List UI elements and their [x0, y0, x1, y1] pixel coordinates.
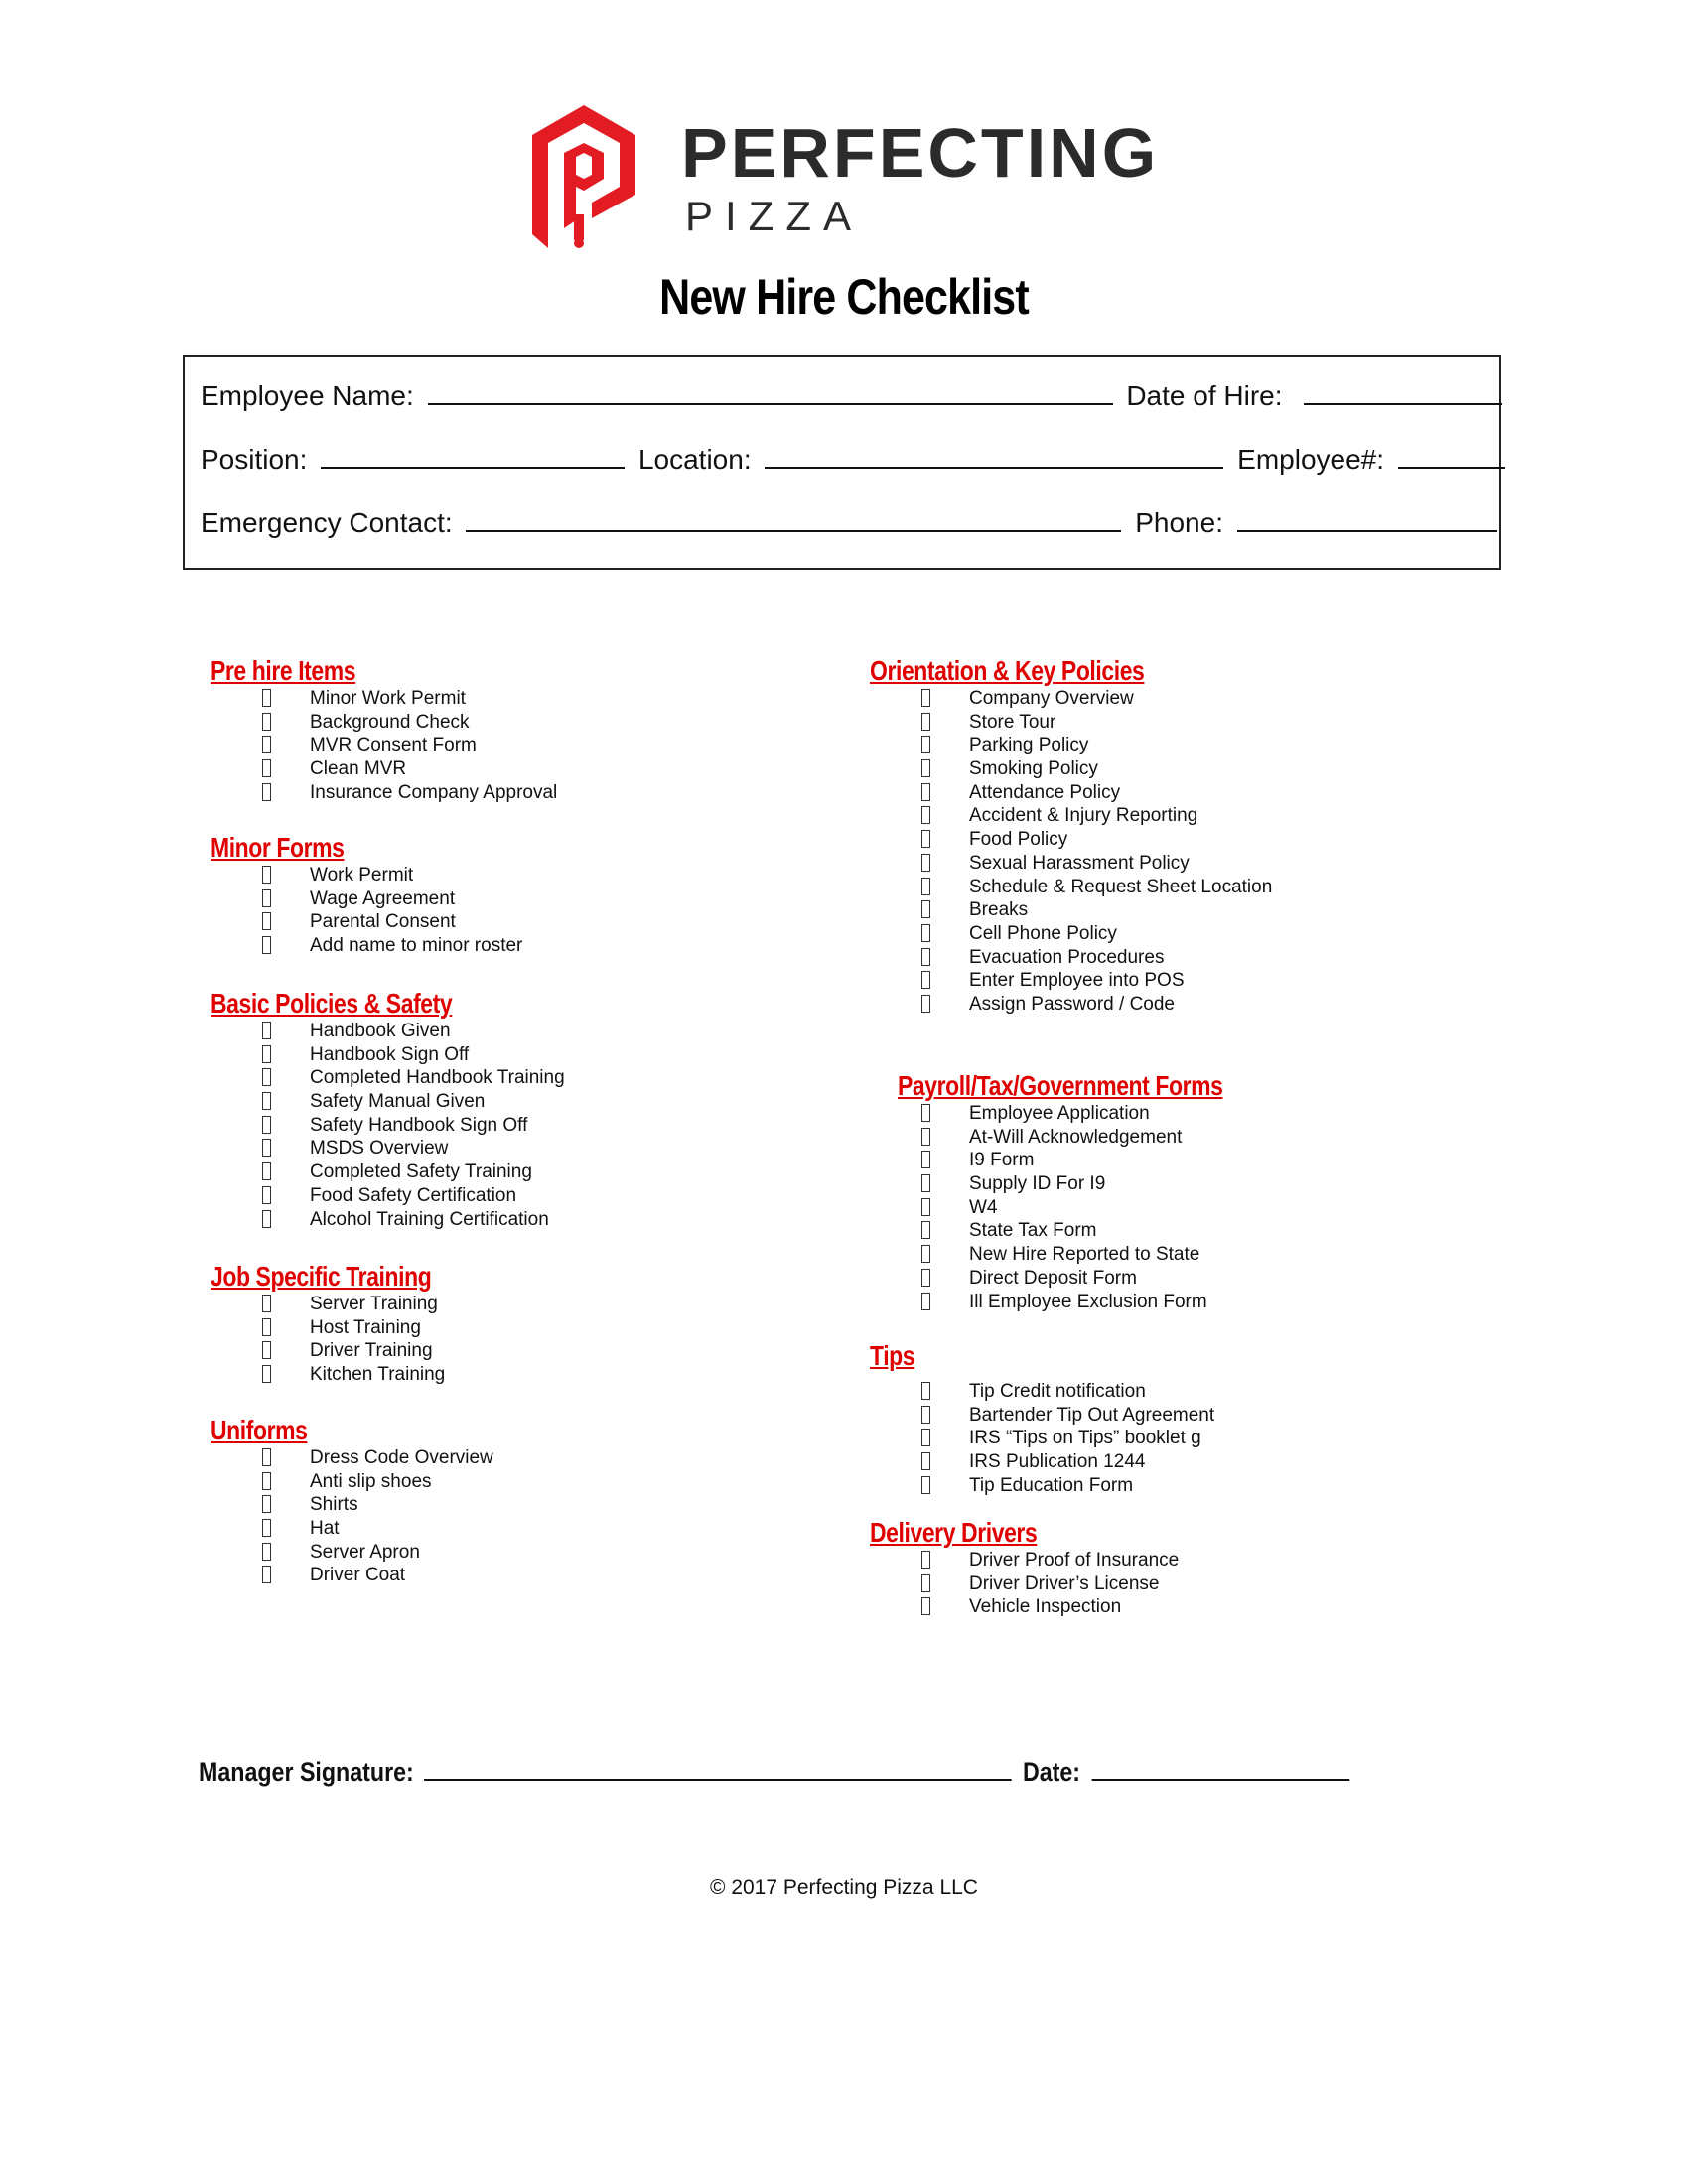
manager-signature-field[interactable]	[424, 1755, 1012, 1781]
checklist-item-label: Handbook Given	[310, 1021, 451, 1041]
checkbox[interactable]	[921, 1406, 930, 1424]
checkbox[interactable]	[262, 1186, 271, 1204]
checklist-item	[870, 711, 1272, 735]
section-job-training	[211, 1261, 480, 1387]
checkbox[interactable]	[921, 1597, 930, 1615]
checklist-item	[211, 687, 557, 711]
checklist-item-label: MSDS Overview	[310, 1138, 449, 1160]
checkbox[interactable]	[262, 1139, 271, 1157]
checklist-item	[211, 887, 522, 911]
employee-name-field[interactable]	[428, 379, 1113, 405]
checklist-item-label: Driver Coat	[310, 1565, 406, 1586]
pizza-peel-logo-icon	[528, 103, 639, 250]
checkbox[interactable]	[262, 736, 271, 753]
section-minor-forms	[211, 832, 522, 958]
checklist-item-label: Evacuation Procedures	[969, 946, 1165, 968]
section-title: Pre hire Items	[211, 655, 356, 686]
checklist-item-label: Direct Deposit Form	[969, 1267, 1137, 1289]
checklist-item-label: Server Training	[310, 1294, 438, 1314]
checkbox[interactable]	[921, 736, 930, 753]
checkbox[interactable]	[262, 713, 271, 731]
checkbox[interactable]	[921, 1293, 930, 1310]
checklist-item-label: Work Permit	[310, 865, 414, 886]
checkbox[interactable]	[262, 1448, 271, 1466]
checklist-item-label: W4	[969, 1196, 998, 1218]
checklist-item	[211, 1470, 493, 1494]
checklist-item-label: At-Will Acknowledgement	[969, 1126, 1183, 1148]
checklist-item	[870, 1450, 1214, 1474]
checkbox[interactable]	[262, 1022, 271, 1039]
checklist-item	[211, 1114, 565, 1138]
section-title: Job Specific Training	[211, 1261, 432, 1292]
checklist-item	[870, 1196, 1294, 1220]
checkbox[interactable]	[262, 1566, 271, 1583]
checklist-item-label: Company Overview	[969, 688, 1134, 709]
checklist-item-label: Tip Credit notification	[969, 1381, 1146, 1402]
emergency-contact-field[interactable]	[466, 506, 1121, 532]
checkbox[interactable]	[921, 689, 930, 707]
checklist-item-label: Parental Consent	[310, 911, 456, 933]
position-label: Position:	[201, 444, 308, 475]
checklist-item	[211, 1316, 480, 1340]
checklist-item	[211, 910, 522, 934]
checklist	[211, 1020, 565, 1231]
page-title: New Hire Checklist	[659, 269, 1029, 325]
checklist-item	[870, 781, 1272, 805]
date-of-hire-field[interactable]	[1304, 379, 1502, 405]
checklist-item-label: Attendance Policy	[969, 781, 1121, 803]
checkbox[interactable]	[921, 806, 930, 824]
checklist-item-label: Food Policy	[969, 829, 1068, 851]
checkbox[interactable]	[262, 912, 271, 930]
checklist-item-label: Tip Education Form	[969, 1474, 1134, 1496]
checklist-item-label: Bartender Tip Out Agreement	[969, 1404, 1215, 1426]
checkbox[interactable]	[921, 1104, 930, 1122]
info-row-2	[201, 443, 1511, 476]
checklist-item	[211, 1446, 493, 1470]
checklist-item-label: Store Tour	[969, 711, 1056, 733]
checklist-item	[870, 1404, 1214, 1428]
employee-info-box	[183, 355, 1501, 570]
checkbox[interactable]	[921, 1452, 930, 1470]
checkbox[interactable]	[262, 1519, 271, 1537]
checklist-item-label: MVR Consent Form	[310, 735, 477, 756]
checklist-item	[211, 1493, 493, 1517]
section-title: Tips	[870, 1340, 915, 1371]
checklist-item	[211, 934, 522, 958]
emergency-contact-label: Emergency Contact:	[201, 507, 453, 538]
checklist-item	[211, 1020, 565, 1043]
info-row-1	[201, 379, 1508, 412]
checklist-item	[211, 757, 557, 781]
signature-row	[199, 1755, 1349, 1788]
checklist-item-label: Ill Employee Exclusion Form	[969, 1291, 1207, 1312]
checklist	[211, 687, 557, 804]
checkbox[interactable]	[262, 759, 271, 777]
checklist-item	[870, 1549, 1179, 1572]
checklist-item-label: Sexual Harassment Policy	[969, 852, 1190, 874]
checklist-item-label: Minor Work Permit	[310, 688, 466, 709]
checkbox[interactable]	[262, 1472, 271, 1490]
checkbox[interactable]	[262, 1092, 271, 1110]
checklist-item	[870, 1267, 1294, 1291]
checklist-item-label: Dress Code Overview	[310, 1447, 493, 1468]
checklist-item	[870, 898, 1272, 922]
checklist-item-label: Completed Safety Training	[310, 1161, 532, 1183]
checkbox[interactable]	[262, 1068, 271, 1086]
location-label: Location:	[637, 444, 752, 475]
checklist-item	[211, 734, 557, 757]
checklist-item-label: Breaks	[969, 899, 1029, 921]
checklist	[870, 1380, 1214, 1497]
checklist-item	[211, 1090, 565, 1114]
checklist-item-label: Driver Proof of Insurance	[969, 1550, 1180, 1570]
checkbox[interactable]	[262, 1045, 271, 1063]
brand-logo	[528, 103, 1164, 252]
checklist-item	[870, 1243, 1294, 1267]
position-field[interactable]	[321, 443, 625, 469]
section-title: Orientation & Key Policies	[870, 655, 1145, 686]
checkbox[interactable]	[921, 1551, 930, 1569]
checklist-item-label: Handbook Sign Off	[310, 1043, 470, 1065]
checklist-item	[870, 946, 1272, 970]
section-basic-policies	[211, 988, 565, 1231]
checkbox[interactable]	[921, 1269, 930, 1287]
checklist	[870, 1549, 1179, 1619]
employee-number-field[interactable]	[1398, 443, 1505, 469]
section-title: Payroll/Tax/Government Forms	[898, 1070, 1223, 1101]
checklist-item	[870, 993, 1272, 1017]
checkbox[interactable]	[921, 995, 930, 1013]
checklist-item-label: Insurance Company Approval	[310, 781, 558, 803]
checklist-item-label: New Hire Reported to State	[969, 1244, 1200, 1266]
section-title: Minor Forms	[211, 832, 345, 863]
checklist-item-label: Wage Agreement	[310, 887, 456, 909]
checklist-item-label: IRS “Tips on Tips” booklet g	[969, 1428, 1201, 1449]
checklist-item-label: Assign Password / Code	[969, 993, 1175, 1015]
checkbox[interactable]	[262, 1295, 271, 1312]
checklist-item	[211, 1564, 493, 1587]
checklist-item	[870, 1172, 1294, 1196]
checkbox[interactable]	[921, 878, 930, 895]
checklist-item-label: Accident & Injury Reporting	[969, 805, 1198, 827]
checkbox[interactable]	[921, 1174, 930, 1192]
section-title: Delivery Drivers	[870, 1517, 1038, 1548]
info-row-3	[201, 506, 1503, 539]
checkbox[interactable]	[262, 1365, 271, 1383]
checklist-item	[211, 1137, 565, 1160]
section-delivery	[870, 1517, 1179, 1619]
checklist-item-label: Anti slip shoes	[310, 1470, 432, 1492]
checkbox[interactable]	[921, 830, 930, 848]
checklist	[870, 1102, 1294, 1313]
checklist-item-label: Driver Training	[310, 1340, 433, 1362]
checkbox[interactable]	[921, 783, 930, 801]
checklist-item-label: I9 Form	[969, 1150, 1035, 1171]
checklist-item	[870, 734, 1272, 757]
checkbox[interactable]	[262, 1543, 271, 1561]
checklist-item	[870, 804, 1272, 828]
checkbox[interactable]	[921, 948, 930, 966]
checklist-item-label: Schedule & Request Sheet Location	[969, 876, 1273, 897]
checkbox[interactable]	[262, 889, 271, 907]
checklist	[211, 1293, 480, 1387]
employee-name-label: Employee Name:	[201, 380, 414, 411]
location-field[interactable]	[765, 443, 1223, 469]
checkbox[interactable]	[262, 1116, 271, 1134]
checklist-item	[870, 687, 1272, 711]
checklist-item-label: Parking Policy	[969, 735, 1089, 756]
checkbox[interactable]	[921, 900, 930, 918]
checklist-item	[211, 1208, 565, 1232]
checklist-item	[870, 1149, 1294, 1172]
manager-signature-label: Manager Signature:	[199, 1757, 414, 1787]
signature-date-field[interactable]	[1092, 1755, 1350, 1781]
checklist-item	[870, 876, 1272, 899]
checkbox[interactable]	[921, 713, 930, 731]
checklist-item	[211, 1160, 565, 1184]
checklist-item-label: Enter Employee into POS	[969, 970, 1185, 992]
checklist-item-label: Add name to minor roster	[310, 935, 523, 957]
checkbox[interactable]	[921, 1221, 930, 1239]
checklist-item	[211, 1541, 493, 1565]
checklist-item-label: Kitchen Training	[310, 1364, 446, 1386]
checklist-item	[870, 1595, 1179, 1619]
section-pre-hire	[211, 655, 557, 804]
checklist-item-label: Safety Manual Given	[310, 1091, 486, 1113]
signature-date-label: Date:	[1022, 1757, 1081, 1787]
checkbox[interactable]	[262, 1318, 271, 1336]
checkbox[interactable]	[921, 1382, 930, 1400]
checklist-item-label: Shirts	[310, 1494, 358, 1516]
checklist-item	[211, 781, 557, 805]
checklist-item	[211, 1043, 565, 1067]
checklist-item	[870, 1474, 1214, 1498]
checklist-item-label: Completed Handbook Training	[310, 1067, 565, 1089]
checklist-item	[870, 757, 1272, 781]
checkbox[interactable]	[262, 1341, 271, 1359]
checkbox[interactable]	[921, 1151, 930, 1168]
date-of-hire-label: Date of Hire:	[1126, 380, 1283, 411]
checklist-item	[211, 1339, 480, 1363]
checkbox[interactable]	[262, 1162, 271, 1180]
checkbox[interactable]	[921, 759, 930, 777]
section-tips	[870, 1340, 1214, 1497]
checkbox[interactable]	[921, 1429, 930, 1446]
section-title: Basic Policies & Safety	[211, 988, 453, 1019]
checkbox[interactable]	[262, 936, 271, 954]
checkbox[interactable]	[921, 1128, 930, 1146]
employee-number-label: Employee#:	[1237, 444, 1385, 475]
section-orientation	[870, 655, 1272, 1017]
checklist-item	[211, 1363, 480, 1387]
checkbox[interactable]	[921, 971, 930, 989]
checklist	[211, 1446, 493, 1587]
checkbox[interactable]	[921, 1245, 930, 1263]
checklist-item	[870, 1126, 1294, 1150]
checklist-item-label: Alcohol Training Certification	[310, 1208, 549, 1230]
checkbox[interactable]	[921, 1198, 930, 1216]
checkbox[interactable]	[262, 783, 271, 801]
checklist-item	[870, 922, 1272, 946]
checkbox[interactable]	[921, 924, 930, 942]
section-payroll	[870, 1070, 1294, 1313]
checklist-item	[870, 1102, 1294, 1126]
checkbox[interactable]	[921, 1574, 930, 1592]
checklist-item	[211, 711, 557, 735]
checklist-item-label: Supply ID For I9	[969, 1173, 1106, 1195]
phone-label: Phone:	[1135, 507, 1223, 538]
checklist	[870, 687, 1272, 1017]
checkbox[interactable]	[262, 1210, 271, 1228]
checklist-item-label: Safety Handbook Sign Off	[310, 1114, 528, 1136]
checklist-item-label: Hat	[310, 1518, 340, 1540]
checklist-item	[870, 969, 1272, 993]
checklist-item	[870, 1572, 1179, 1596]
checklist-item	[870, 1219, 1294, 1243]
checklist-item	[870, 828, 1272, 852]
checklist-item-label: Host Training	[310, 1316, 421, 1338]
checklist-item-label: Driver Driver’s License	[969, 1572, 1160, 1594]
checklist-item-label: IRS Publication 1244	[969, 1451, 1146, 1473]
checkbox[interactable]	[262, 689, 271, 707]
checklist-item-label: Vehicle Inspection	[969, 1596, 1122, 1618]
checklist-item-label: Server Apron	[310, 1541, 420, 1563]
checkbox[interactable]	[921, 854, 930, 872]
brand-name-line2: PIZZA	[685, 193, 864, 239]
checklist-item	[870, 1291, 1294, 1314]
section-title: Uniforms	[211, 1415, 308, 1445]
checklist	[211, 864, 522, 958]
checklist-item-label: Cell Phone Policy	[969, 922, 1117, 944]
section-uniforms	[211, 1415, 493, 1587]
checklist-item-label: State Tax Form	[969, 1220, 1097, 1242]
checklist-item-label: Employee Application	[969, 1103, 1150, 1124]
checklist-item	[211, 864, 522, 887]
brand-name-line1: PERFECTING	[681, 114, 1160, 192]
checklist-item	[870, 1427, 1214, 1450]
checklist-item-label: Food Safety Certification	[310, 1184, 517, 1206]
checklist-item	[211, 1293, 480, 1316]
checklist-item-label: Smoking Policy	[969, 758, 1098, 780]
checklist-item-label: Background Check	[310, 711, 470, 733]
checklist-item-label: Clean MVR	[310, 758, 407, 780]
checkbox[interactable]	[262, 1495, 271, 1513]
checkbox[interactable]	[262, 866, 271, 884]
checkbox[interactable]	[921, 1476, 930, 1494]
checklist-item	[870, 1380, 1214, 1404]
checklist-item	[211, 1066, 565, 1090]
phone-field[interactable]	[1237, 506, 1497, 532]
checklist-item	[211, 1184, 565, 1208]
checklist-item	[211, 1517, 493, 1541]
copyright-footer: © 2017 Perfecting Pizza LLC	[710, 1876, 978, 1899]
checklist-item	[870, 852, 1272, 876]
